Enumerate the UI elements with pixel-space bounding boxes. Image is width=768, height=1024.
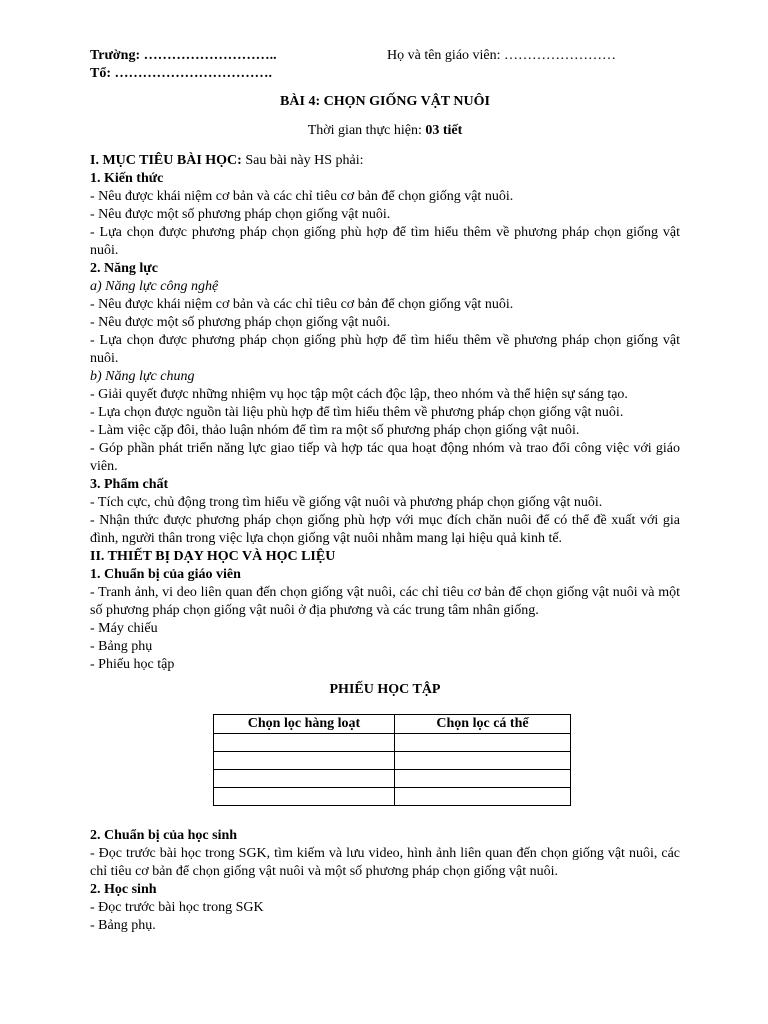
- students-heading: 2. Học sinh: [90, 882, 157, 897]
- duration-label: Thời gian thực hiện:: [307, 123, 426, 138]
- group-field: Tổ: …………………………….: [90, 66, 272, 81]
- general-competence-item: - Làm việc cặp đôi, thảo luận nhóm để tìm ra một số phương pháp chọn giống vật nuôi.: [90, 423, 580, 438]
- teacher-prep-item: - Phiếu học tập: [90, 657, 175, 672]
- lesson-plan-page: [90, 47, 680, 935]
- quality-heading: 3. Phẩm chất: [90, 477, 169, 492]
- general-competence-heading: b) Năng lực chung: [90, 369, 195, 384]
- tech-competence-heading: a) Năng lực công nghệ: [90, 279, 219, 294]
- competence-heading: 2. Năng lực: [90, 261, 158, 276]
- knowledge-item: - Nêu được một số phương pháp chọn giống vật nuôi.: [90, 207, 391, 222]
- knowledge-item: - Nêu được khái niệm cơ bản và các chỉ tiêu cơ bản để chọn giống vật nuôi.: [90, 189, 514, 204]
- duration-value: 03 tiết: [425, 123, 463, 138]
- school-field: Trường: ………………………..: [90, 48, 277, 63]
- worksheet-table: [213, 714, 571, 806]
- quality-item: - Nhận thức được phương pháp chọn giống phù hợp với mục đích chăn nuôi để có thể đề xuất với gia đình, người thân trong việc lựa chọn giống vật nuôi nhằm mang lại hiệu quả kinh tế.: [90, 513, 680, 546]
- lesson-title: BÀI 4: CHỌN GIỐNG VẬT NUÔI: [280, 94, 490, 109]
- teacher-name-field: Họ và tên giáo viên: ……………………: [387, 48, 617, 63]
- table-cell: [395, 752, 571, 770]
- table-cell: [395, 788, 571, 806]
- general-competence-item: - Giải quyết được những nhiệm vụ học tập một cách độc lập, theo nhóm và thể hiện sự sáng tạo.: [90, 387, 628, 402]
- section-equipment: [90, 548, 680, 935]
- general-competence-item: - Lựa chọn được nguồn tài liệu phù hợp để tìm hiểu thêm về phương pháp chọn giống vật nuôi.: [90, 405, 624, 420]
- students-item: - Đọc trước bài học trong SGK: [90, 900, 264, 915]
- table-cell: [214, 770, 395, 788]
- lesson-duration: [90, 122, 680, 140]
- knowledge-heading: 1. Kiến thức: [90, 171, 164, 186]
- section-objectives: [90, 152, 680, 548]
- table-row: [214, 770, 571, 788]
- teacher-prep-heading: 1. Chuẩn bị của giáo viên: [90, 567, 241, 582]
- table-header-row: [214, 715, 571, 734]
- teacher-prep-item: - Tranh ảnh, vi deo liên quan đến chọn giống vật nuôi, các chỉ tiêu cơ bản để chọn giống vật nuôi và một số phương pháp chọn giống vật nuôi ở địa phương và các trung tâm nhân giống.: [90, 585, 680, 618]
- students-item: - Bảng phụ.: [90, 918, 156, 933]
- table-cell: [214, 788, 395, 806]
- tech-competence-item: - Nêu được khái niệm cơ bản và các chỉ tiêu cơ bản để chọn giống vật nuôi.: [90, 297, 514, 312]
- table-cell: [395, 770, 571, 788]
- teacher-prep-item: - Bảng phụ: [90, 639, 153, 654]
- section-1-heading: I. MỤC TIÊU BÀI HỌC:: [90, 153, 242, 168]
- table-row: [214, 788, 571, 806]
- section-1-intro: Sau bài này HS phải:: [241, 153, 364, 168]
- table-row: [214, 734, 571, 752]
- table-row: [214, 752, 571, 770]
- student-prep-item: - Đọc trước bài học trong SGK, tìm kiếm và lưu video, hình ảnh liên quan đến chọn giống vật nuôi, các chỉ tiêu cơ bản để chọn giống vật nuôi và một số phương pháp chọn giống vật nuôi.: [90, 846, 680, 879]
- column-header-mass-selection: Chọn lọc hàng loạt: [214, 715, 395, 734]
- section-2-heading: II. THIẾT BỊ DẠY HỌC VÀ HỌC LIỆU: [90, 549, 336, 564]
- general-competence-item: - Góp phần phát triển năng lực giao tiếp và hợp tác qua hoạt động nhóm và trao đổi công việc với giáo viên.: [90, 441, 680, 474]
- student-prep-heading: 2. Chuẩn bị của học sinh: [90, 828, 238, 843]
- column-header-individual-selection: Chọn lọc cá thể: [395, 715, 571, 734]
- tech-competence-item: - Nêu được một số phương pháp chọn giống vật nuôi.: [90, 315, 391, 330]
- table-cell: [214, 752, 395, 770]
- header-row-1: [90, 47, 680, 65]
- tech-competence-item: - Lựa chọn được phương pháp chọn giống phù hợp để tìm hiểu thêm về phương pháp chọn giống vật nuôi.: [90, 333, 680, 366]
- knowledge-item: - Lựa chọn được phương pháp chọn giống phù hợp để tìm hiểu thêm về phương pháp chọn giống vật nuôi.: [90, 225, 680, 258]
- quality-item: - Tích cực, chủ động trong tìm hiểu về giống vật nuôi và phương pháp chọn giống vật nuôi.: [90, 495, 603, 510]
- worksheet-title: PHIẾU HỌC TẬP: [329, 682, 441, 697]
- table-cell: [214, 734, 395, 752]
- header-row-2: [90, 65, 680, 83]
- teacher-prep-item: - Máy chiếu: [90, 621, 158, 636]
- table-cell: [395, 734, 571, 752]
